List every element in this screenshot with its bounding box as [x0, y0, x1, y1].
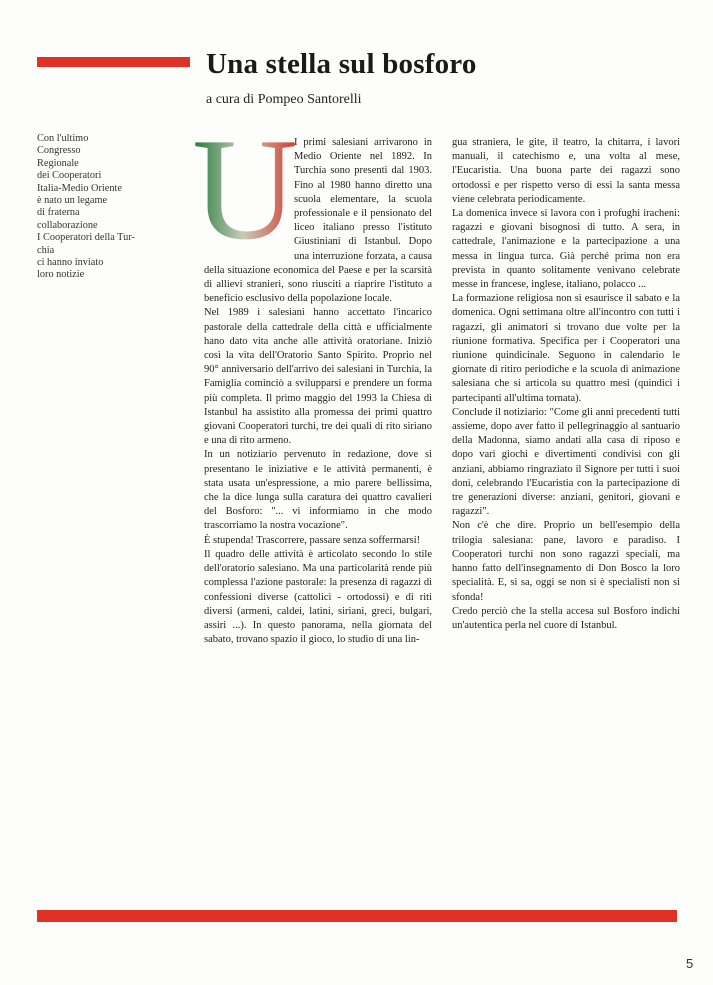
sidebar-line: collaborazione [37, 219, 98, 231]
paragraph: Credo perciò che la stella accesa sul Bosforo indichi un'autentica perla nel cuore di Istanbul. [452, 605, 680, 631]
paragraph: Il quadro delle attività è articolato secondo lo stile dell'oratorio salesiano. Ma una particolarità rende più complessa l'azione pastorale: la presenza di ragazzi di confessioni diverse (cattolici - ortodossi) e di riti diversi (armeni, caldei, latini, siriani, greci, bulgari, assiri ...). In questo panorama, nella giornata del sabato, trovano spazio il gioco, lo studio di una lin- [204, 548, 432, 646]
sidebar-line: Italia-Medio Oriente [37, 182, 122, 194]
paragraph: In un notiziario pervenuto in redazione, dove si presentano le iniziative e le attività permanenti, è stata usata un'espressione, a mio parere bellissima, che la dice lunga sulla caratura dei quattro cavalieri del Bosforo: "... vi informiamo in che modo trascorriamo la nostra vocazione". [204, 449, 432, 532]
paragraph: Nel 1989 i salesiani hanno accettato l'incarico pastorale della cattedrale della città e ufficialmente hano dato vita anche alle attività oratoriane. Iniziò così la vita dell'Oratorio Santo Spirito. Proprio nel 90° anniversario dell'arrivo dei salesiani in Turchia, la Famiglia cominciò a svilupparsi e prendere un forma più completa. Il primo maggio del 1993 la Chiesa di Istanbul ha assistito alla promessa dei primi quattro giovani Cooperatori turchi, tre dei quali di rito siriano e una di rito armeno. [204, 307, 432, 447]
article-byline: a cura di Pompeo Santorelli [206, 92, 362, 107]
paragraph: È stupenda! Trascorrere, passare senza soffermarsi! [204, 534, 421, 546]
sidebar-line: Congresso [37, 145, 81, 157]
sidebar-line: ci hanno inviato [37, 257, 104, 269]
sidebar-line: dei Cooperatori [37, 170, 102, 182]
paragraph: Conclude il notiziario: "Come gli anni precedenti tutti assieme, dopo aver fatto il pellegrinaggio al santuario della Madonna, siamo andati alla casa di riposo e dopo vari giochi e divertimenti condivisi con gli anziani, abbiamo ringraziato il Signore per tutti i suoi doni, celebrando l'Eucaristia con la partecipazione di tre generazioni diverse: anziani, genitori, giovani e ragazzi". [452, 406, 680, 518]
article-title: Una stella sul bosforo [206, 48, 477, 80]
sidebar-line: di fraterna [37, 207, 80, 219]
paragraph: I primi salesiani arrivarono in Medio Oriente nel 1892. In Turchia sono presenti dal 1903. Fino al 1980 hanno diretto una scuola elementare, la scuola professionale e il pensionato del liceo italiano presso l'istituto Giustiniani di Istanbul. Dopo una interruzione forzata, a causa della situazione economica del Paese e per la scarsità di allievi stranieri, sono riusciti a riaprire l'istituto a beneficio esclusivo della popolazione locale. [204, 137, 432, 305]
page-number: 5 [686, 956, 694, 971]
sidebar-line: Con l'ultimo [37, 133, 89, 144]
drop-cap-letter: U [192, 108, 298, 270]
paragraph: gua straniera, le gite, il teatro, la chitarra, i lavori manuali, il catechismo e, una volta al mese, l'Eucaristia. Una buona parte dei ragazzi sono ortodossi e per rispetto verso di essi la santa messa viene celebrata periodicamente. [452, 137, 680, 205]
text-column-2 [452, 136, 680, 633]
sidebar-intro [37, 133, 177, 282]
paragraph: La domenica invece si lavora con i profughi iracheni: ragazzi e giovani bisognosi di tutto. A sera, in cattedrale, l'animazione e la partecipazione a una messa in lingua turca. Già perché prima non era prevista in quanto solitamente venivano celebrate messe in francese, inglese, italiano, polacco ... [452, 208, 680, 291]
sidebar-line: loro notizie [37, 269, 85, 281]
paragraph: Non c'è che dire. Proprio un bell'esempio della trilogia salesiana: pane, lavoro e paradiso. I Cooperatori turchi non sono ragazzi speciali, ma hanno fatto dell'insegnamento di Don Bosco la loro specialità. E, si sa, oggi se non si è specialisti non si sfonda! [452, 520, 680, 603]
sidebar-line: chia [37, 244, 55, 256]
sidebar-line: Regionale [37, 157, 79, 169]
paragraph: La formazione religiosa non si esaurisce il sabato e la domenica. Ogni settimana oltre all'incontro con tutti i ragazzi, gli animatori si trovano due volte per la riunione formativa. Specifica per i Cooperatori una riunione quindicinale. Seguono in calendario le giornate di ritiro periodiche e la scuola di animazione salesiana che si articola su quattro mesi (quindici i partecipanti all'ultima tornata). [452, 293, 680, 404]
top-red-bar [37, 57, 190, 67]
sidebar-line: è nato un legame [37, 195, 108, 207]
bottom-red-bar [37, 910, 677, 922]
drop-cap [192, 108, 298, 270]
sidebar-line: I Cooperatori della Tur- [37, 232, 135, 244]
text-column-1 [192, 108, 432, 647]
